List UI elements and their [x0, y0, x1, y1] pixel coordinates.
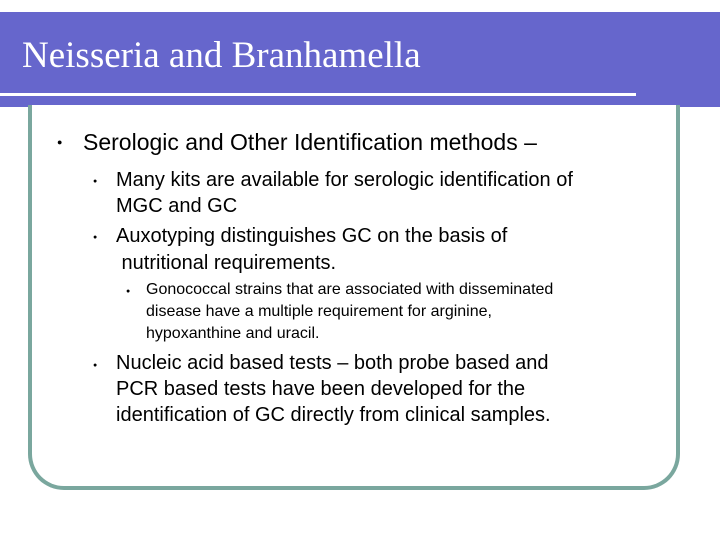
title-underline: [0, 93, 636, 96]
sub-point-line: identification of GC directly from clinical samples.: [116, 404, 551, 426]
bullet-dot-icon: ●: [93, 362, 98, 369]
sub-sub-point-line: hypoxanthine and uracil.: [146, 325, 320, 342]
sub-point-line: Auxotyping distinguishes GC on the basis of: [116, 225, 508, 247]
bullet-dot-icon: ●: [93, 178, 98, 185]
sub-sub-point-line: disease have a multiple requirement for arginine,: [146, 303, 492, 320]
bullet-dot-icon: ●: [93, 234, 98, 241]
bullet-dot-icon: ●: [57, 137, 63, 147]
sub-point-line: Many kits are available for serologic identification of: [116, 169, 573, 191]
sub-point-line: PCR based tests have been developed for the: [116, 378, 526, 400]
sub-point-line: MGC and GC: [116, 195, 238, 217]
main-point: Serologic and Other Identification methods –: [83, 129, 537, 155]
slide-title: Neisseria and Branhamella: [22, 35, 421, 76]
sub-point-line: nutritional requirements.: [116, 252, 337, 274]
sub-sub-point-line: Gonococcal strains that are associated with disseminated: [146, 281, 554, 298]
bullet-dot-icon: ●: [126, 288, 131, 295]
sub-point-line: Nucleic acid based tests – both probe based and: [116, 352, 549, 374]
